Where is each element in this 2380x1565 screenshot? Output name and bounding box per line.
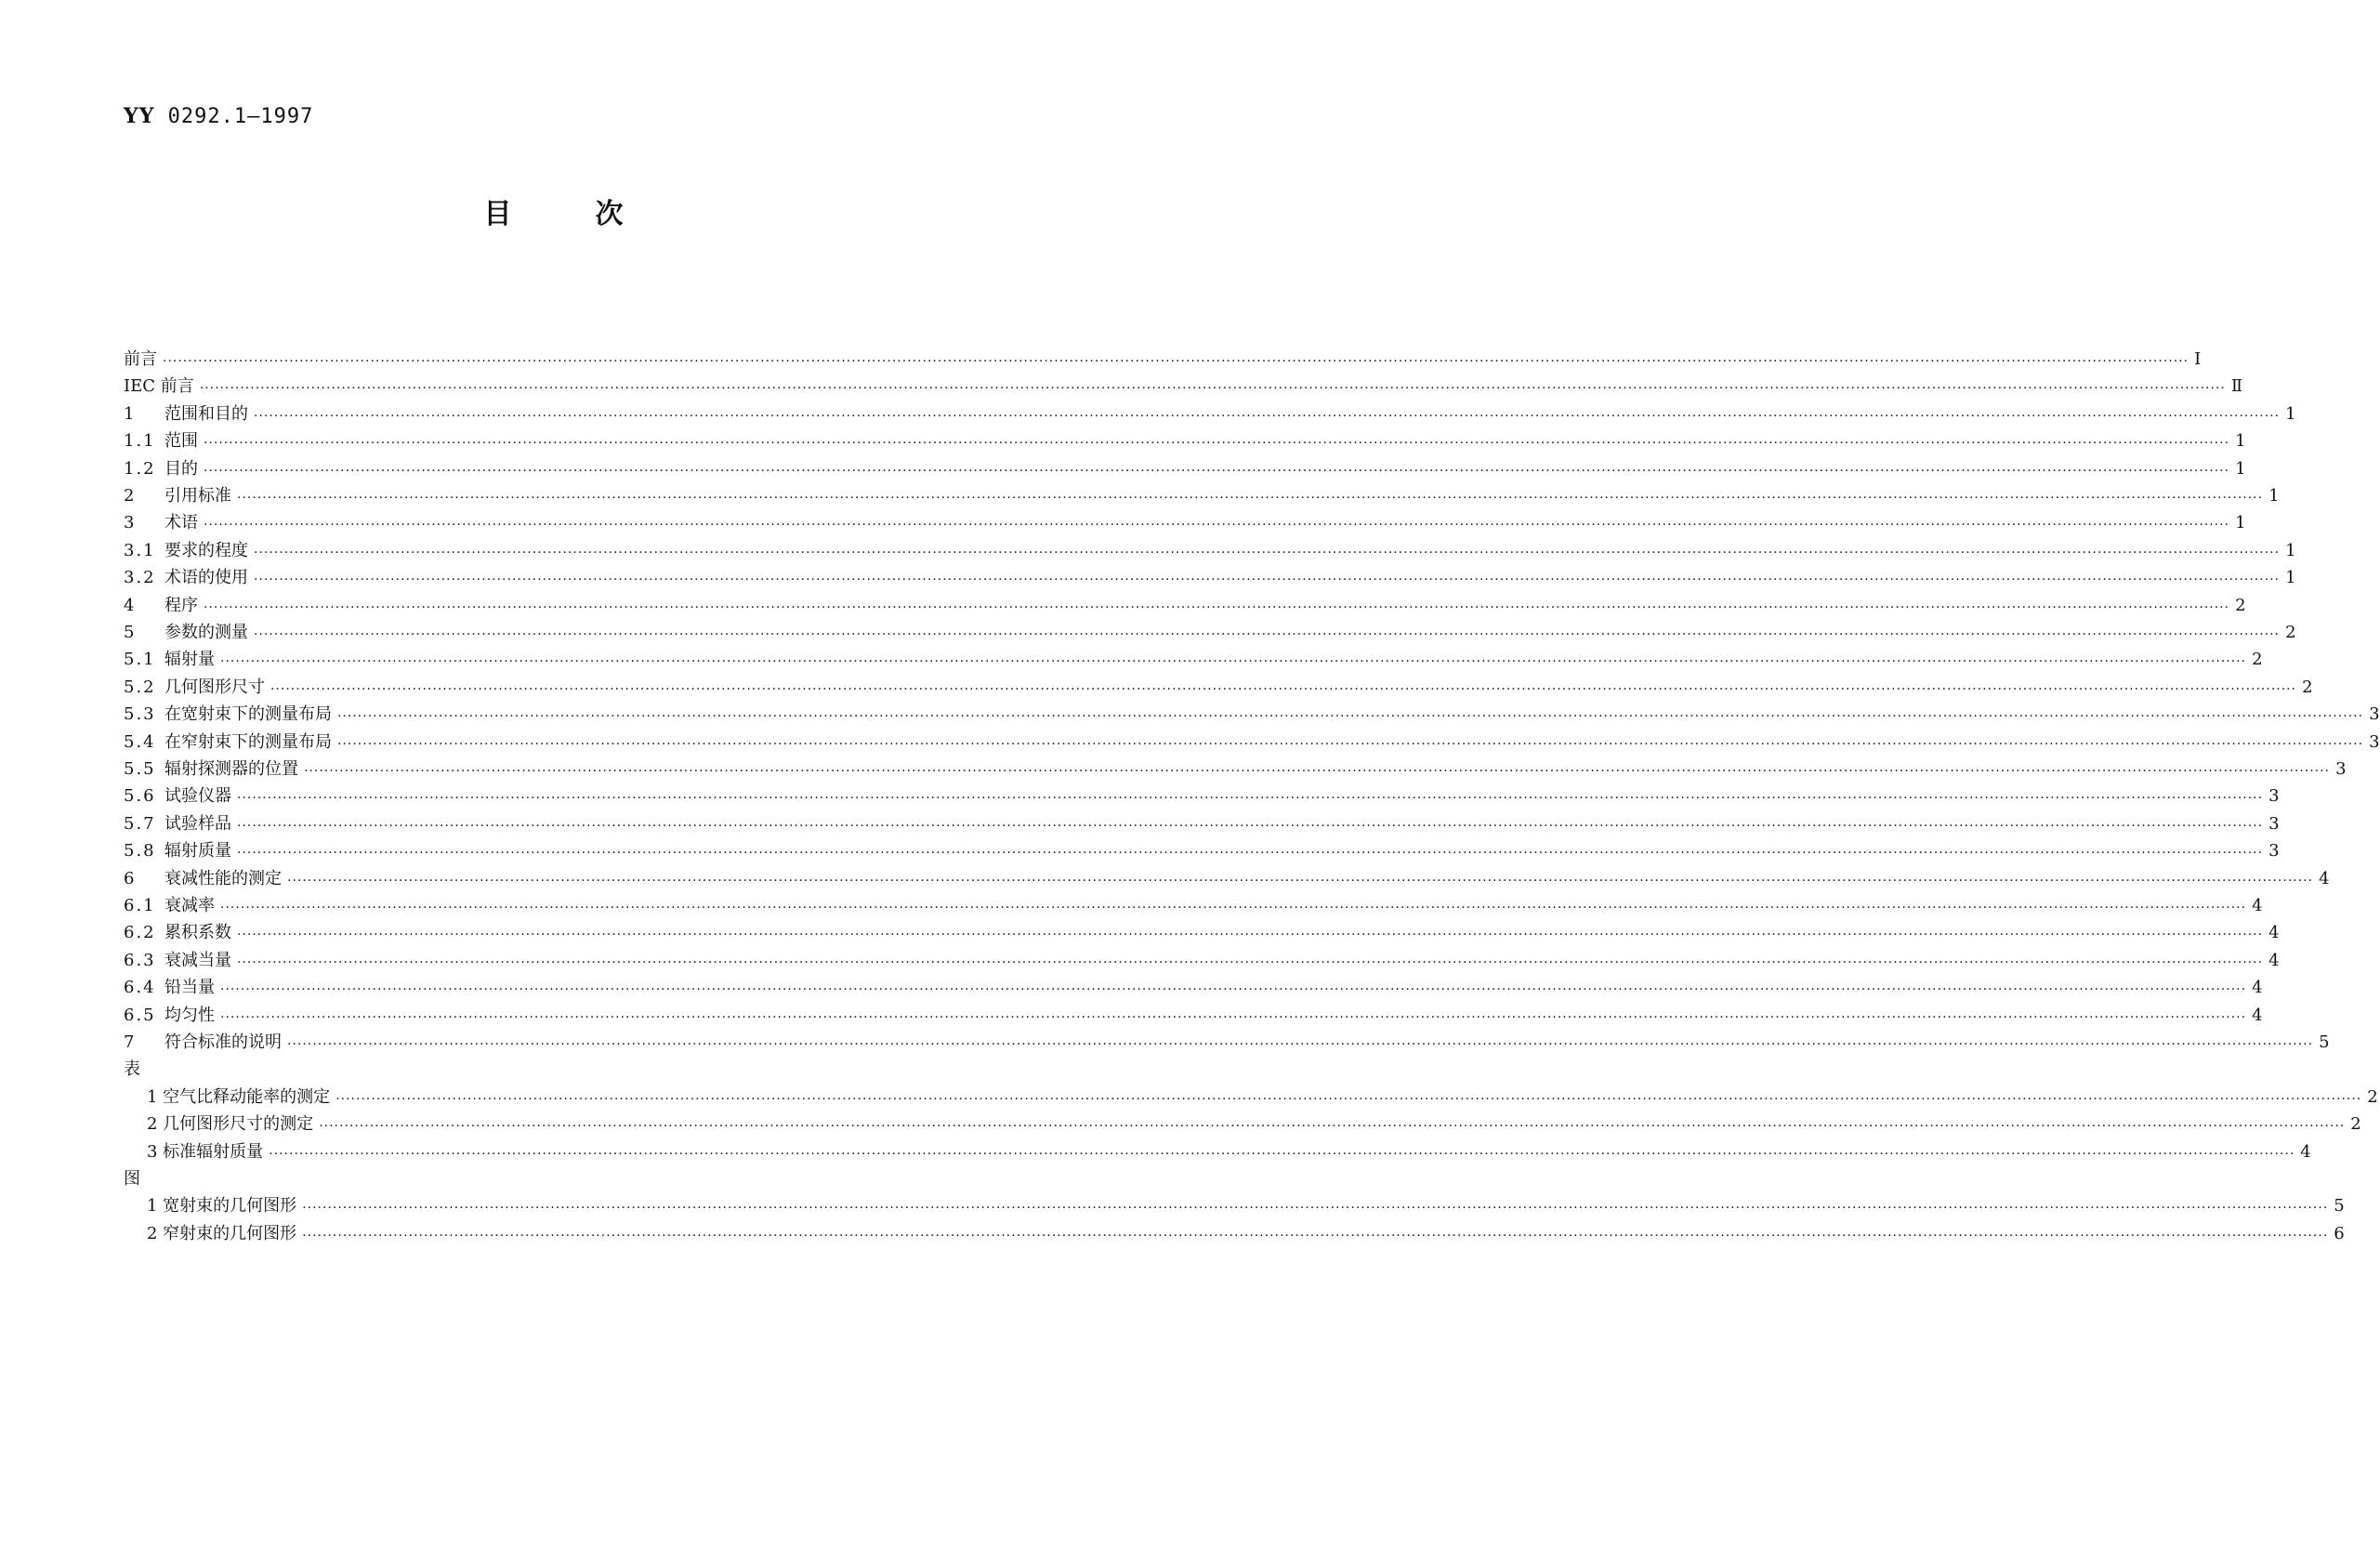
toc-entry-number: 6.5 xyxy=(124,1005,156,1025)
toc-entry-label xyxy=(124,814,231,835)
toc-entry-title: 1 空气比释动能率的测定 xyxy=(147,1086,331,1107)
toc-entry-number: 1.2 xyxy=(124,458,156,479)
toc-dot-leader: ················································································································································································································································································································································································································ xyxy=(204,436,2230,452)
toc-table-entry[interactable] xyxy=(147,1137,2311,1163)
toc-entry[interactable] xyxy=(124,371,2243,397)
toc-dot-leader: ················································································································································································································································································································································································································ xyxy=(237,927,2264,943)
toc-entry-label xyxy=(124,923,231,943)
toc-entry-number: 5 xyxy=(124,623,137,642)
toc-entry-title: 辐射探测器的位置 xyxy=(164,759,298,779)
toc-entry-page: 1 xyxy=(2235,431,2246,452)
toc-entry[interactable] xyxy=(124,835,2280,861)
toc-entry[interactable] xyxy=(124,617,2296,643)
toc-dot-leader: ················································································································································································································································································································································································································ xyxy=(254,545,2281,560)
toc-entry-title: 要求的程度 xyxy=(164,540,248,560)
toc-entry-label xyxy=(124,869,282,889)
toc-entry[interactable] xyxy=(124,1027,2330,1053)
toc-entry-title: 参数的测量 xyxy=(164,623,248,642)
toc-entry-title: 符合标准的说明 xyxy=(164,1032,282,1052)
toc-entry-page: 1 xyxy=(2268,486,2280,506)
toc-entry-title: 2 窄射束的几何图形 xyxy=(147,1223,297,1243)
toc-entry-number: 1 xyxy=(124,403,137,424)
toc-dot-leader: ················································································································································································································································································································································································································ xyxy=(302,1201,2329,1216)
toc-entry-page: 1 xyxy=(2235,458,2246,479)
toc-entry-page: 1 xyxy=(2285,540,2296,560)
toc-entry[interactable] xyxy=(124,507,2246,533)
toc-entry[interactable] xyxy=(124,535,2296,561)
toc-entry-label xyxy=(124,951,231,971)
toc-dot-leader: ················································································································································································································································································································································································································ xyxy=(269,1146,2295,1162)
toc-dot-leader: ················································································································································································································································································································································································································ xyxy=(237,491,2264,506)
toc-entry[interactable] xyxy=(124,644,2263,670)
toc-entry[interactable] xyxy=(124,699,2380,725)
toc-entry[interactable] xyxy=(124,972,2263,998)
toc-entry[interactable] xyxy=(124,809,2280,835)
toc-entry-page: 2 xyxy=(2252,650,2263,670)
toc-dot-leader: ················································································································································································································································································································································································································ xyxy=(287,873,2314,888)
toc-dot-leader: ················································································································································································································································································································································································································ xyxy=(199,381,2226,397)
toc-entry-title: 程序 xyxy=(164,595,198,615)
toc-entry-page: 1 xyxy=(2285,403,2296,424)
toc-entry-title: 引用标准 xyxy=(164,486,231,506)
toc-dot-leader: ················································································································································································································································································································································································································ xyxy=(237,954,2264,970)
toc-entry-label xyxy=(124,841,231,861)
toc-entry[interactable] xyxy=(124,454,2246,480)
toc-entry-number: 5.1 xyxy=(124,650,156,670)
toc-entry-number: 5.3 xyxy=(124,704,156,725)
toc-figure-entry[interactable] xyxy=(147,1218,2345,1244)
toc-entry-number: 3 xyxy=(124,513,137,533)
toc-entry-label xyxy=(124,650,215,670)
toc-entry-label xyxy=(147,1224,296,1244)
toc-entry-label xyxy=(124,459,198,480)
toc-entry-title: 图 xyxy=(124,1169,140,1189)
toc-entry-title: 试验样品 xyxy=(164,813,231,834)
toc-entry-page: 4 xyxy=(2268,923,2280,943)
toc-entry-label xyxy=(124,1006,215,1026)
document-code-prefix: YY xyxy=(124,104,155,128)
toc-entry-page: 4 xyxy=(2319,868,2330,888)
toc-entry-number: 1.1 xyxy=(124,431,156,452)
toc-entry[interactable] xyxy=(124,945,2280,971)
toc-entry-page: 3 xyxy=(2369,731,2380,752)
toc-dot-leader: ················································································································································································································································································································································································································ xyxy=(302,1228,2329,1243)
toc-entry-title: 衰减率 xyxy=(164,896,215,915)
toc-dot-leader: ················································································································································································································································································································································································································ xyxy=(220,1009,2247,1025)
toc-table-entry[interactable] xyxy=(147,1109,2361,1135)
toc-entry-label xyxy=(147,1087,330,1108)
toc-entry-number: 6.1 xyxy=(124,896,156,915)
toc-entry-label xyxy=(124,1169,140,1190)
toc-dot-leader: ················································································································································································································································································································································································································ xyxy=(220,982,2247,998)
toc-entry-title: 目的 xyxy=(164,458,198,479)
toc-dot-leader: ················································································································································································································································································································································································································ xyxy=(237,846,2264,861)
toc-entry-title: 几何图形尺寸 xyxy=(164,677,265,697)
toc-entry-page: 6 xyxy=(2334,1223,2345,1243)
toc-entry-title: 在宽射束下的测量布局 xyxy=(164,704,332,725)
toc-entry[interactable] xyxy=(124,727,2380,753)
toc-entry[interactable] xyxy=(124,672,2313,698)
toc-entry-title: 辐射质量 xyxy=(164,841,231,861)
toc-entry-page: 3 xyxy=(2335,759,2347,779)
toc-entry-label xyxy=(147,1196,296,1216)
toc-dot-leader: ················································································································································································································································································································································································································ xyxy=(337,736,2364,752)
toc-entry-label xyxy=(147,1142,263,1163)
toc-entry-page: 4 xyxy=(2252,896,2263,915)
toc-entry-page: 2 xyxy=(2367,1086,2378,1107)
toc-entry-label xyxy=(124,568,248,588)
toc-entry-page: 2 xyxy=(2350,1114,2361,1135)
toc-entry-title: 前言 xyxy=(124,349,157,369)
toc-entry-number: 5.2 xyxy=(124,677,156,697)
toc-entry[interactable] xyxy=(124,344,2202,370)
toc-entry-title: 术语 xyxy=(164,513,198,533)
toc-entry-number: 5.8 xyxy=(124,841,156,861)
page-title: 目次 xyxy=(483,198,707,230)
toc-entry[interactable] xyxy=(124,399,2296,425)
toc-entry-label xyxy=(124,376,194,397)
toc-entry-label xyxy=(124,513,198,533)
toc-entry-number: 2 xyxy=(124,486,137,506)
toc-entry-title: 试验仪器 xyxy=(164,786,231,807)
toc-dot-leader: ················································································································································································································································································································································································································ xyxy=(237,818,2264,834)
toc-entry-title: 2 几何图形尺寸的测定 xyxy=(147,1114,314,1135)
toc-entry-page: 4 xyxy=(2252,978,2263,998)
toc-entry-number: 5.7 xyxy=(124,813,156,834)
toc-entry[interactable] xyxy=(124,1000,2263,1026)
document-code-number: 0292.1—1997 xyxy=(154,105,314,128)
toc-entry-label xyxy=(124,623,248,643)
toc-dot-leader: ················································································································································································································································································································································································································ xyxy=(220,654,2247,670)
toc-entry-label xyxy=(124,677,265,698)
toc-dot-leader: ················································································································································································································································································································································································································ xyxy=(335,1091,2362,1107)
toc-entry-page: 4 xyxy=(2268,950,2280,970)
toc-entry-title: IEC 前言 xyxy=(124,376,194,397)
toc-entry-label xyxy=(124,431,198,452)
toc-entry-label xyxy=(124,1059,140,1080)
toc-entry-number: 3.1 xyxy=(124,540,156,560)
toc-entry-title: 范围和目的 xyxy=(164,403,248,424)
toc-dot-leader: ················································································································································································································································································································································································································ xyxy=(220,901,2247,915)
toc-entry-title: 铅当量 xyxy=(164,978,215,998)
toc-entry-page: 4 xyxy=(2252,1005,2263,1025)
toc-entry-page: 3 xyxy=(2369,704,2380,725)
toc-entry-label xyxy=(124,786,231,807)
toc-entry[interactable] xyxy=(124,863,2330,889)
toc-entry-number: 6.2 xyxy=(124,923,156,943)
toc-entry-title: 衰减性能的测定 xyxy=(164,868,282,888)
toc-entry[interactable] xyxy=(124,590,2246,616)
toc-entry-number: 5.6 xyxy=(124,786,156,807)
toc-entry-page: 1 xyxy=(2285,568,2296,588)
toc-entry-page: 5 xyxy=(2319,1032,2330,1052)
toc-entry-title: 在窄射束下的测量布局 xyxy=(164,731,332,752)
toc-dot-leader: ················································································································································································································································································································································································································ xyxy=(254,572,2281,588)
toc-entry-page: 2 xyxy=(2285,623,2296,642)
toc-dot-leader: ················································································································································································································································································································································································································ xyxy=(319,1119,2346,1135)
toc-entry[interactable] xyxy=(124,754,2347,780)
toc-entry-page: 3 xyxy=(2268,813,2280,834)
toc-dot-leader: ················································································································································································································································································································································································································ xyxy=(163,354,2189,369)
toc-entry-number: 6 xyxy=(124,868,137,888)
document-code xyxy=(124,104,313,128)
toc-dot-leader: ················································································································································································································································································································································································································ xyxy=(287,1037,2314,1052)
toc-dot-leader: ················································································································································································································································································································································································································ xyxy=(254,408,2281,424)
toc-entry-number: 5.5 xyxy=(124,759,156,779)
toc-dot-leader: ················································································································································································································································································································································································································ xyxy=(337,709,2364,725)
toc-dot-leader: ················································································································································································································································································································································································································ xyxy=(204,518,2230,533)
toc-entry-label xyxy=(124,1032,282,1053)
toc-entry-number: 6.3 xyxy=(124,950,156,970)
toc-entry-label xyxy=(124,978,215,998)
toc-entry-label xyxy=(124,596,198,616)
toc-entry-number: 4 xyxy=(124,595,137,615)
toc-entry[interactable] xyxy=(124,562,2296,588)
toc-dot-leader: ················································································································································································································································································································································································································ xyxy=(254,627,2281,642)
toc-entry-page: 3 xyxy=(2268,841,2280,861)
toc-entry-title: 术语的使用 xyxy=(164,568,248,588)
toc-entry-label xyxy=(147,1114,313,1135)
toc-entry-page: 2 xyxy=(2235,595,2246,615)
toc-dot-leader: ················································································································································································································································································································································································································ xyxy=(304,764,2331,779)
toc-entry-page: Ⅰ xyxy=(2194,349,2202,369)
toc-entry-page: 4 xyxy=(2300,1141,2311,1162)
toc-dot-leader: ················································································································································································································································································································································································································ xyxy=(204,599,2230,615)
toc-entry[interactable] xyxy=(124,890,2263,916)
toc-entry-label xyxy=(124,486,231,506)
toc-entry-title: 1 宽射束的几何图形 xyxy=(147,1196,297,1216)
toc-table-entry[interactable] xyxy=(147,1082,2378,1108)
toc-entry-label xyxy=(124,896,215,916)
toc-entry[interactable] xyxy=(124,781,2280,807)
toc-entry-title: 范围 xyxy=(164,431,198,452)
toc-entry-number: 3.2 xyxy=(124,568,156,588)
toc-figure-entry[interactable] xyxy=(147,1190,2345,1216)
toc-entry-title: 表 xyxy=(124,1059,140,1080)
toc-entry[interactable] xyxy=(124,426,2246,452)
toc-entry-label xyxy=(124,704,332,725)
toc-entry-label xyxy=(124,541,248,561)
tables-heading xyxy=(124,1054,988,1080)
toc-entry-page: 2 xyxy=(2302,677,2313,697)
toc-dot-leader: ················································································································································································································································································································································································································ xyxy=(237,791,2264,807)
toc-entry-page: 1 xyxy=(2235,513,2246,533)
toc-entry-label xyxy=(124,404,248,425)
toc-entry-number: 7 xyxy=(124,1032,137,1052)
toc-entry-number: 6.4 xyxy=(124,978,156,998)
toc-entry-label xyxy=(124,732,332,753)
toc-entry-title: 辐射量 xyxy=(164,650,215,670)
toc-dot-leader: ················································································································································································································································································································································································································ xyxy=(204,463,2230,479)
toc-entry-label xyxy=(124,759,298,780)
toc-entry-title: 3 标准辐射质量 xyxy=(147,1141,264,1162)
toc-entry-title: 均匀性 xyxy=(164,1005,215,1025)
toc-entry[interactable] xyxy=(124,917,2280,943)
toc-dot-leader: ················································································································································································································································································································································································································ xyxy=(270,681,2297,697)
toc-entry-title: 累积系数 xyxy=(164,923,231,943)
toc-entry-label xyxy=(124,349,157,370)
toc-entry-page: 3 xyxy=(2268,786,2280,807)
toc-entry-page: Ⅱ xyxy=(2230,376,2243,397)
toc-entry-page: 5 xyxy=(2334,1196,2345,1216)
toc-entry-title: 衰减当量 xyxy=(164,950,231,970)
toc-entry-number: 5.4 xyxy=(124,731,156,752)
figures-heading xyxy=(124,1164,988,1190)
toc-entry[interactable] xyxy=(124,480,2280,506)
